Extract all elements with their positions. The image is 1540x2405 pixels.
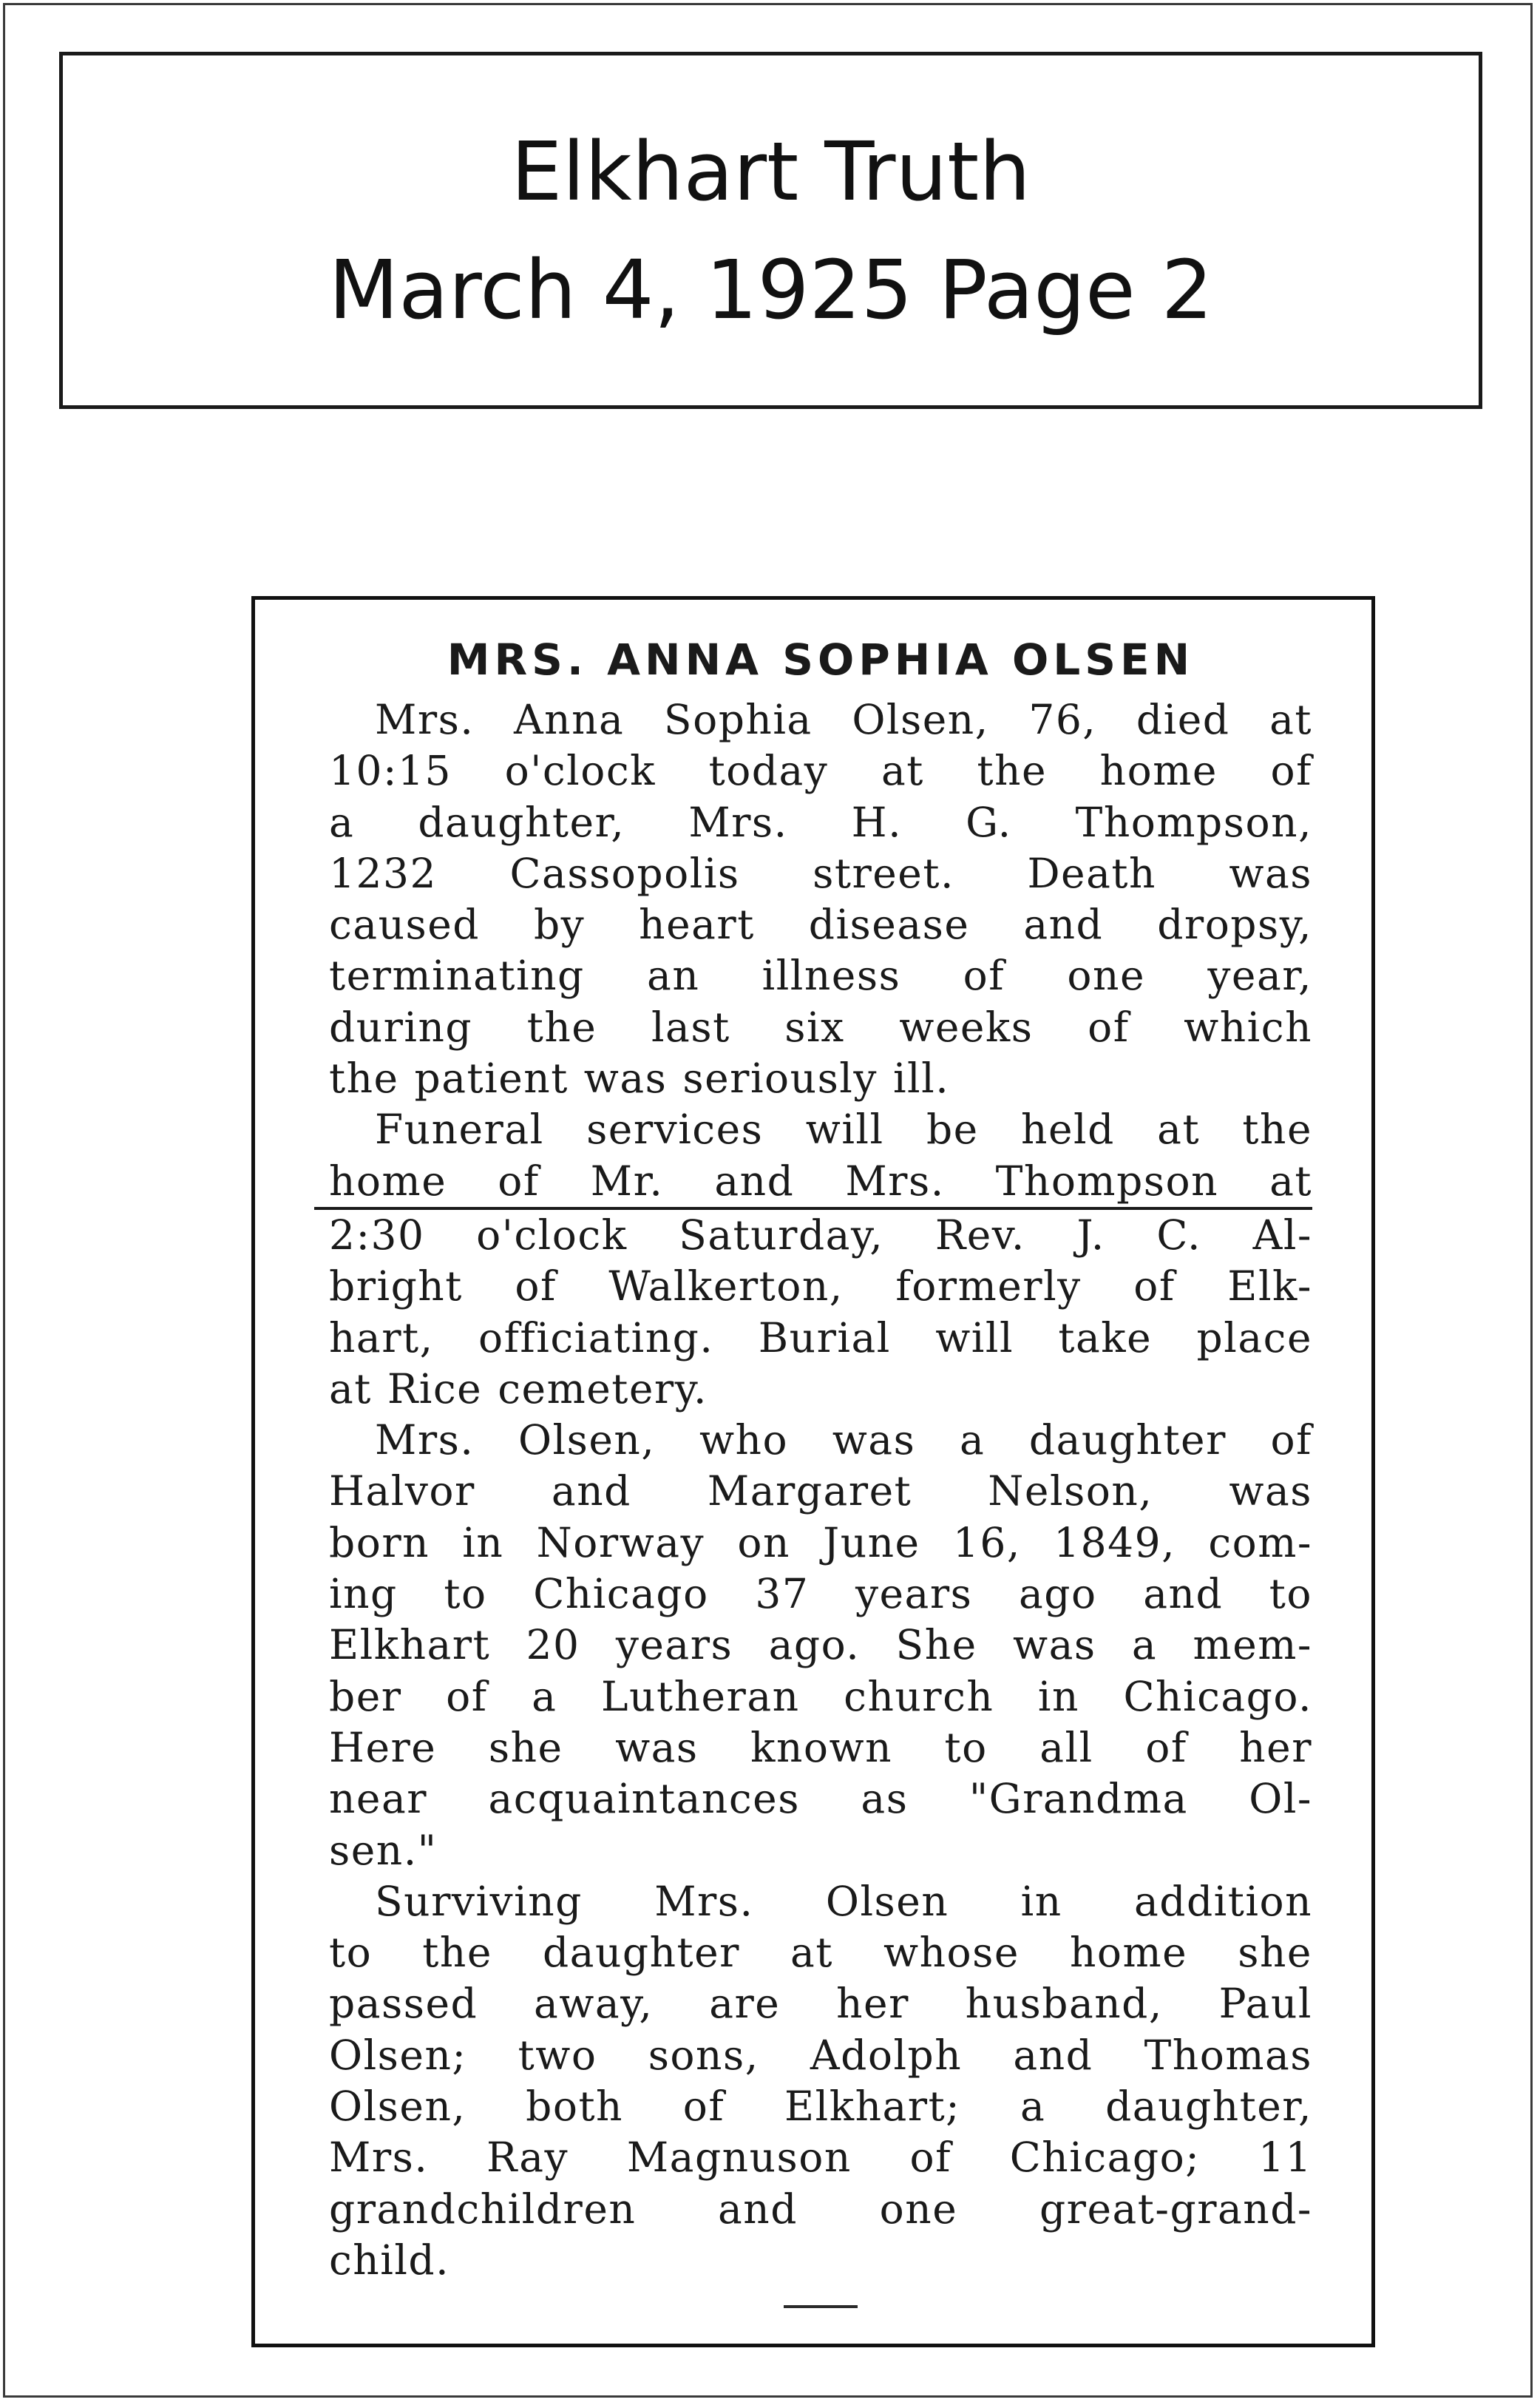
title-box (59, 52, 1482, 409)
text-line: child. (329, 2236, 450, 2284)
text-line: 1232 Cassopolis street. Death was (329, 849, 1312, 897)
text-line: Mrs. Anna Sophia Olsen, 76, died at (375, 696, 1312, 743)
text-line: 2:30 o'clock Saturday, Rev. J. C. Al- (329, 1211, 1312, 1259)
text-line: a daughter, Mrs. H. G. Thompson, (329, 798, 1312, 846)
text-line: ber of a Lutheran church in Chicago. (329, 1672, 1312, 1720)
publication-name: Elkhart Truth (510, 124, 1031, 219)
text-line: at Rice cemetery. (329, 1364, 708, 1413)
text-line: 10:15 o'clock today at the home of (329, 747, 1312, 795)
text-line: during the last six weeks of which (329, 1003, 1312, 1051)
end-rule-divider (784, 2305, 858, 2308)
text-line: passed away, are her husband, Paul (329, 1980, 1312, 2028)
obituary-clipping (251, 596, 1375, 2347)
text-line: Halvor and Margaret Nelson, was (329, 1467, 1312, 1515)
text-line: near acquaintances as "Grandma Ol- (329, 1775, 1312, 1823)
publication-date-page: March 4, 1925 Page 2 (328, 242, 1213, 337)
text-line: Funeral services will be held at the (375, 1106, 1312, 1154)
text-line: caused by heart disease and dropsy, (329, 901, 1312, 949)
text-line: Olsen; two sons, Adolph and Thomas (329, 2031, 1312, 2079)
text-line: Surviving Mrs. Olsen in addition (375, 1877, 1312, 1925)
text-line: grandchildren and one great-grand- (329, 2185, 1312, 2233)
text-line: born in Norway on June 16, 1849, com- (329, 1518, 1312, 1566)
text-line: Elkhart 20 years ago. She was a mem- (329, 1621, 1312, 1669)
text-line: hart, officiating. Burial will take place (329, 1313, 1312, 1362)
paragraph-survivors (329, 1876, 1312, 2286)
text-line: Here she was known to all of her (329, 1723, 1312, 1771)
text-line: the patient was seriously ill. (329, 1055, 950, 1103)
paragraph-death-notice (329, 694, 1312, 1104)
paragraph-biography (329, 1415, 1312, 1876)
text-line: Olsen, both of Elkhart; a daughter, (329, 2083, 1312, 2131)
text-line: Mrs. Olsen, who was a daughter of (375, 1416, 1312, 1464)
text-line: sen." (329, 1826, 438, 1874)
text-line: bright of Walkerton, formerly of Elk- (329, 1262, 1312, 1310)
text-line: Mrs. Ray Magnuson of Chicago; 11 (329, 2134, 1312, 2182)
text-line: home of Mr. and Mrs. Thompson at (314, 1156, 1312, 1210)
text-line: ing to Chicago 37 years ago and to (329, 1570, 1312, 1618)
obituary-headline: MRS. ANNA SOPHIA OLSEN (447, 635, 1195, 685)
text-line: to the daughter at whose home she (329, 1929, 1312, 1977)
text-line: terminating an illness of one year, (329, 952, 1312, 1000)
paragraph-funeral-services (329, 1104, 1312, 1415)
